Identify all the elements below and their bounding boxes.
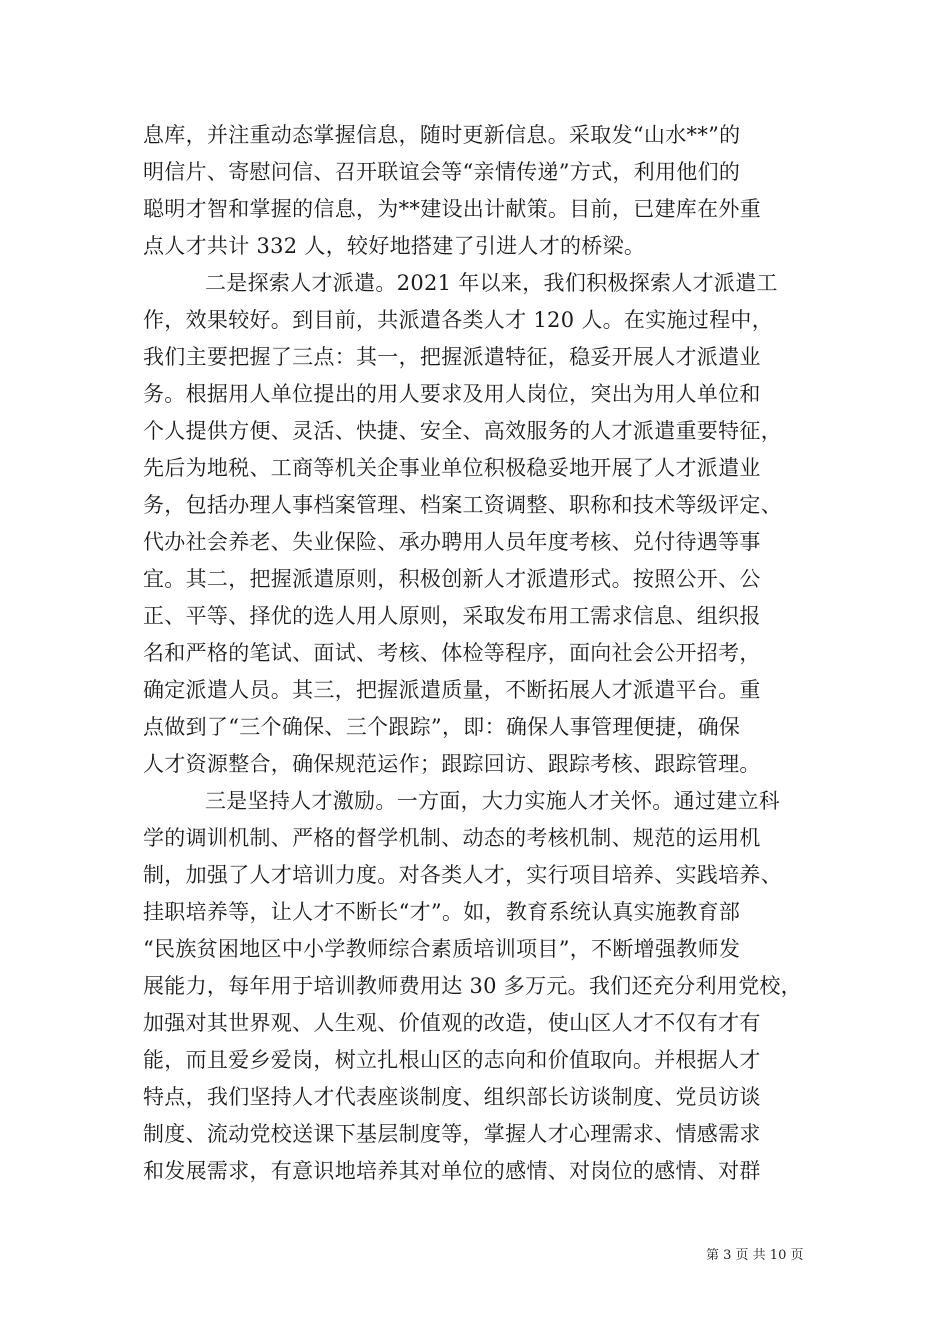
text-line: 名和严格的笔试、面试、考核、体检等程序，面向社会公开招考，	[143, 641, 761, 665]
paragraph-start-line: 二是探索人才派遣。2021 年以来，我们积极探索人才派遣工	[205, 271, 778, 295]
text-line: 务。根据用人单位提出的用人要求及用人岗位，突出为用人单位和	[143, 382, 761, 406]
text-line: 个人提供方便、灵活、快捷、安全、高效服务的人才派遣重要特征，	[143, 419, 782, 443]
text-line: 宜。其二，把握派遣原则，积极创新人才派遣形式。按照公开、公	[143, 567, 761, 591]
paragraph-start-line: 三是坚持人才激励。一方面，大力实施人才关怀。通过建立科	[205, 789, 781, 813]
text-line: 展能力，每年用于培训教师费用达 30 多万元。我们还充分利用党校，	[143, 974, 802, 998]
text-line: 聪明才智和掌握的信息，为**建设出计献策。目前，已建库在外重	[143, 197, 761, 221]
text-line: 学的调训机制、严格的督学机制、动态的考核机制、规范的运用机	[143, 826, 761, 850]
text-line: 明信片、寄慰问信、召开联谊会等“亲情传递”方式，利用他们的	[143, 160, 741, 184]
text-line: 制，加强了人才培训力度。对各类人才，实行项目培养、实践培养、	[143, 863, 782, 887]
text-line: 制度、流动党校送课下基层制度等，掌握人才心理需求、情感需求	[143, 1122, 761, 1146]
text-line: 加强对其世界观、人生观、价值观的改造，使山区人才不仅有才有	[143, 1011, 761, 1035]
text-line: 作，效果较好。到目前，共派遣各类人才 120 人。在实施过程中，	[143, 308, 774, 332]
text-line: 能，而且爱乡爱岗，树立扎根山区的志向和价值取向。并根据人才	[143, 1048, 761, 1072]
text-line: “民族贫困地区中小学教师综合素质培训项目”，不断增强教师发	[143, 937, 741, 961]
text-line: 确定派遣人员。其三，把握派遣质量，不断拓展人才派遣平台。重	[143, 678, 761, 702]
text-line: 点人才共计 332 人，较好地搭建了引进人才的桥梁。	[143, 234, 646, 258]
text-line: 点做到了“三个确保、三个跟踪”，即：确保人事管理便捷，确保	[143, 715, 741, 739]
text-line: 人才资源整合，确保规范运作；跟踪回访、跟踪考核、跟踪管理。	[143, 752, 761, 776]
page-number: 第 3 页 共 10 页	[706, 1248, 804, 1263]
text-line: 先后为地税、工商等机关企事业单位积极稳妥地开展了人才派遣业	[143, 456, 761, 480]
text-line: 务，包括办理人事档案管理、档案工资调整、职称和技术等级评定、	[143, 493, 782, 517]
text-line: 和发展需求，有意识地培养其对单位的感情、对岗位的感情、对群	[143, 1159, 761, 1183]
text-line: 我们主要把握了三点：其一，把握派遣特征，稳妥开展人才派遣业	[143, 345, 761, 369]
text-line: 正、平等、择优的选人用人原则，采取发布用工需求信息、组织报	[143, 604, 761, 628]
text-line: 代办社会养老、失业保险、承办聘用人员年度考核、兑付待遇等事	[143, 530, 761, 554]
text-line: 息库，并注重动态掌握信息，随时更新信息。采取发“山水**”的	[143, 123, 741, 147]
text-line: 特点，我们坚持人才代表座谈制度、组织部长访谈制度、党员访谈	[143, 1085, 761, 1109]
text-line: 挂职培养等，让人才不断长“才”。如，教育系统认真实施教育部	[143, 900, 741, 924]
